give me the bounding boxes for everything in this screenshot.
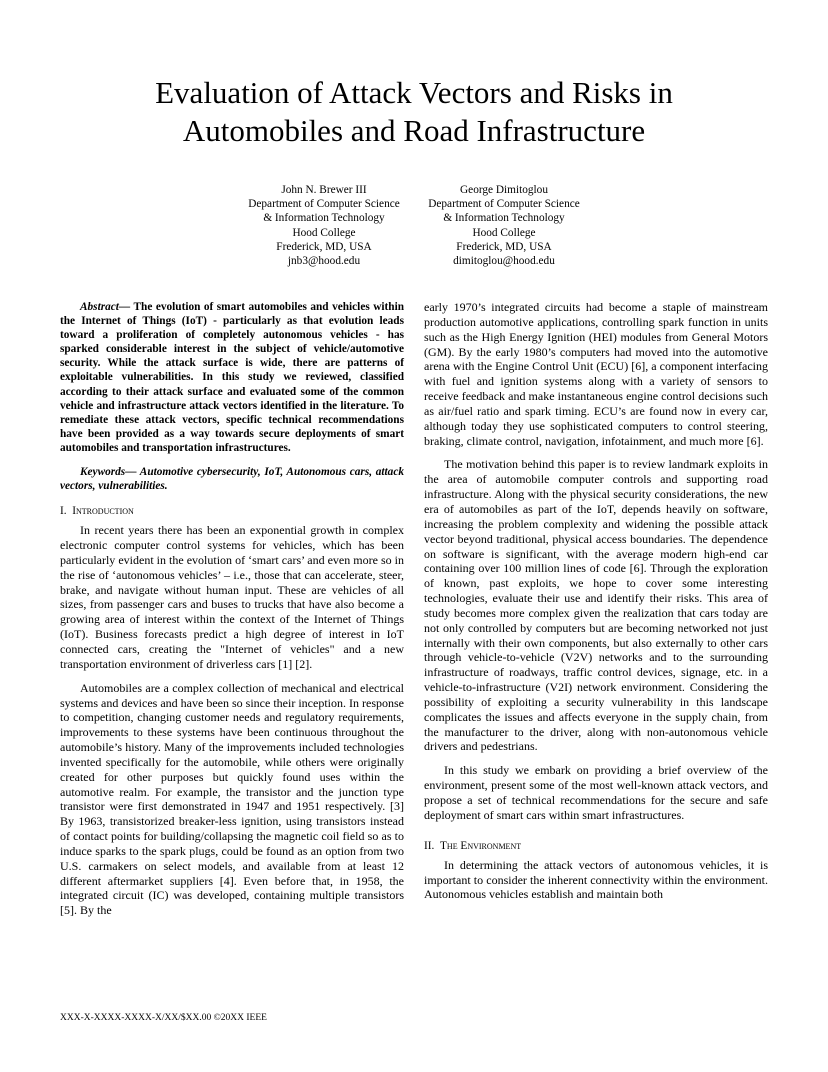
intro-paragraph-1: In recent years there has been an exponential growth in complex electronic computer control systems for vehicles, which has been particularly evident in the evolution of ‘smart cars’ and even more so in the rise of ‘autonomous vehicles’ – i.e., those that can accelerate, steer, brake, and navigate without human input. These are vehicles of all sizes, from passenger cars and buses to trucks that have also become a growing area of interest within the context of the Internet of Things (IoT). Business forecasts predict a high degree of interest in IoT connected cars, creating the "Internet of vehicles" and a new transportation environment of driverless cars [1] [2]. <box>60 523 404 671</box>
title-line-1: Evaluation of Attack Vectors and Risks in <box>155 75 673 110</box>
left-column <box>60 300 404 918</box>
section-numeral: I. <box>60 505 67 518</box>
section-heading-introduction <box>60 504 404 518</box>
keywords-text: Automotive cybersecurity, IoT, Autonomous cars, attack vectors, vulnerabilities. <box>60 466 404 493</box>
section-first-letter: T <box>440 839 447 852</box>
author-city: Frederick, MD, USA <box>276 240 372 253</box>
keywords <box>60 465 404 493</box>
section-heading-environment <box>424 839 768 853</box>
abstract <box>60 300 404 455</box>
overview-paragraph: In this study we embark on providing a brief overview of the environment, present some of the most well-known attack vectors, and propose a set of technical recommendations for the secure and safe deployment of smart cars within smart infrastructures. <box>424 763 768 822</box>
motivation-paragraph: The motivation behind this paper is to review landmark exploits in the area of automobile computer controls and supporting road infrastructure. Along with the physical security considerations, the new era of automobiles as part of the IoT, depends heavily on software, increasing the problem complexity and widening the possible attack vector beyond traditional, physical access boundaries. The dependence on software is significant, with the average modern high-end car containing over 100 million lines of code [6]. Through the exploration of known, past exploits, we hope to cover some interesting technologies, evaluate their use and identify their risks. This area of study becomes more complex given the realization that cars today are not only controlled by computers but are becoming networked not just internally with their own components, but also externally to other cars through vehicle-to-vehicle (V2V) networks and to the surrounding infrastructure of roadways, traffic control devices, signage, etc. in a vehicle-to-infrastructure (V2I) network environment. Considering the possibility of exploiting a security vulnerability in this landscape complicates the issues and affects everyone in the supply chain, from the manufacturer to the driver, along with non-autonomous vehicle drivers and pedestrians. <box>424 457 768 754</box>
section-title-rest: he <box>446 839 461 852</box>
right-column <box>424 300 768 902</box>
abstract-text: The evolution of smart automobiles and vehicles within the Internet of Things (IoT) - particularly as that evolution leads toward a proliferation of completely autonomous vehicles - has sparked considerable interest in the subject of vehicle/automotive security. While the attack surface is wide, there are patterns of exploitable vulnerabilities. In this study we reviewed, classified according to their attack surface and evaluated some of the common vehicle and infrastructure attack vectors identified in the literature. To remediate these attack vectors, specific technical recommendations have been provided as a way towards secure deployments of smart automobiles and transportation infrastructures. <box>60 301 404 454</box>
author-department-2: & Information Technology <box>443 212 565 225</box>
author-email: dimitoglou@hood.edu <box>453 255 555 268</box>
section-word2-rest: nvironment <box>467 839 522 852</box>
body-paragraph-continued: early 1970’s integrated circuits had become a staple of mainstream production automotive applications, controlling spark function in units such as the High Energy Ignition (HEI) modules from General Motors (GM). By the early 1980’s computers had moved into the automotive arena with the Engine Control Unit (ECU) [6], a component interfacing with fuel and ignition systems along with a variety of sensors to receive feedback and make instantaneous engine control decisions such as air/fuel ratio and spark timing. ECU’s are found now in every car, although today they use sophisticated computers to control steering, braking, climate control, navigation, infotainment, and much more [6]. <box>424 300 768 448</box>
environment-paragraph: In determining the attack vectors of autonomous vehicles, it is important to consider the inherent connectivity within the environment. Autonomous vehicles establish and maintain both <box>424 857 768 902</box>
section-first-letter: I <box>72 505 77 518</box>
copyright-footer: XXX-X-XXXX-XXXX-X/XX/$XX.00 ©20XX IEEE <box>60 1013 267 1023</box>
author-2 <box>410 183 598 268</box>
author-name: George Dimitoglou <box>460 184 548 196</box>
keywords-label: Keywords— <box>80 466 137 479</box>
author-organization: Hood College <box>472 226 536 239</box>
author-department: Department of Computer Science <box>428 198 580 211</box>
author-department: Department of Computer Science <box>248 198 400 211</box>
abstract-label: Abstract— <box>80 301 131 313</box>
title-line-2: Automobiles and Road Infrastructure <box>182 113 646 148</box>
author-department-2: & Information Technology <box>263 212 385 225</box>
author-city: Frederick, MD, USA <box>456 240 552 253</box>
paper-title <box>60 74 768 150</box>
author-name: John N. Brewer III <box>281 184 367 196</box>
author-organization: Hood College <box>292 226 356 239</box>
section-word2-first-letter: E <box>460 839 468 852</box>
section-numeral: II. <box>424 839 435 852</box>
section-title-rest: ntroduction <box>76 505 134 518</box>
intro-paragraph-2: Automobiles are a complex collection of mechanical and electrical systems and devices and have been so since their inception. In response to competition, changing customer needs and regulatory requirements, improvements to these systems have been continuous throughout the automobile’s history. Many of the improvements included technologies invented specifically for the automobile, while others were originally created for other purposes but quickly found uses within the automotive realm. For example, the transistor and the junction type transistor were first demonstrated in 1947 and 1951 respectively. [3] By 1963, transistorized breaker-less ignition, using transistors instead of contact points for building/collapsing the magnetic coil field so as to induce sparks to the spark plugs, could be found as an option from two U.S. carmakers on select models, and available from at least 12 different aftermarket suppliers [4]. Even before that, in 1958, the integrated circuit (IC) was developed, containing multiple transistors [5]. By the <box>60 680 404 918</box>
author-email: jnb3@hood.edu <box>287 255 361 268</box>
author-1 <box>238 183 410 268</box>
